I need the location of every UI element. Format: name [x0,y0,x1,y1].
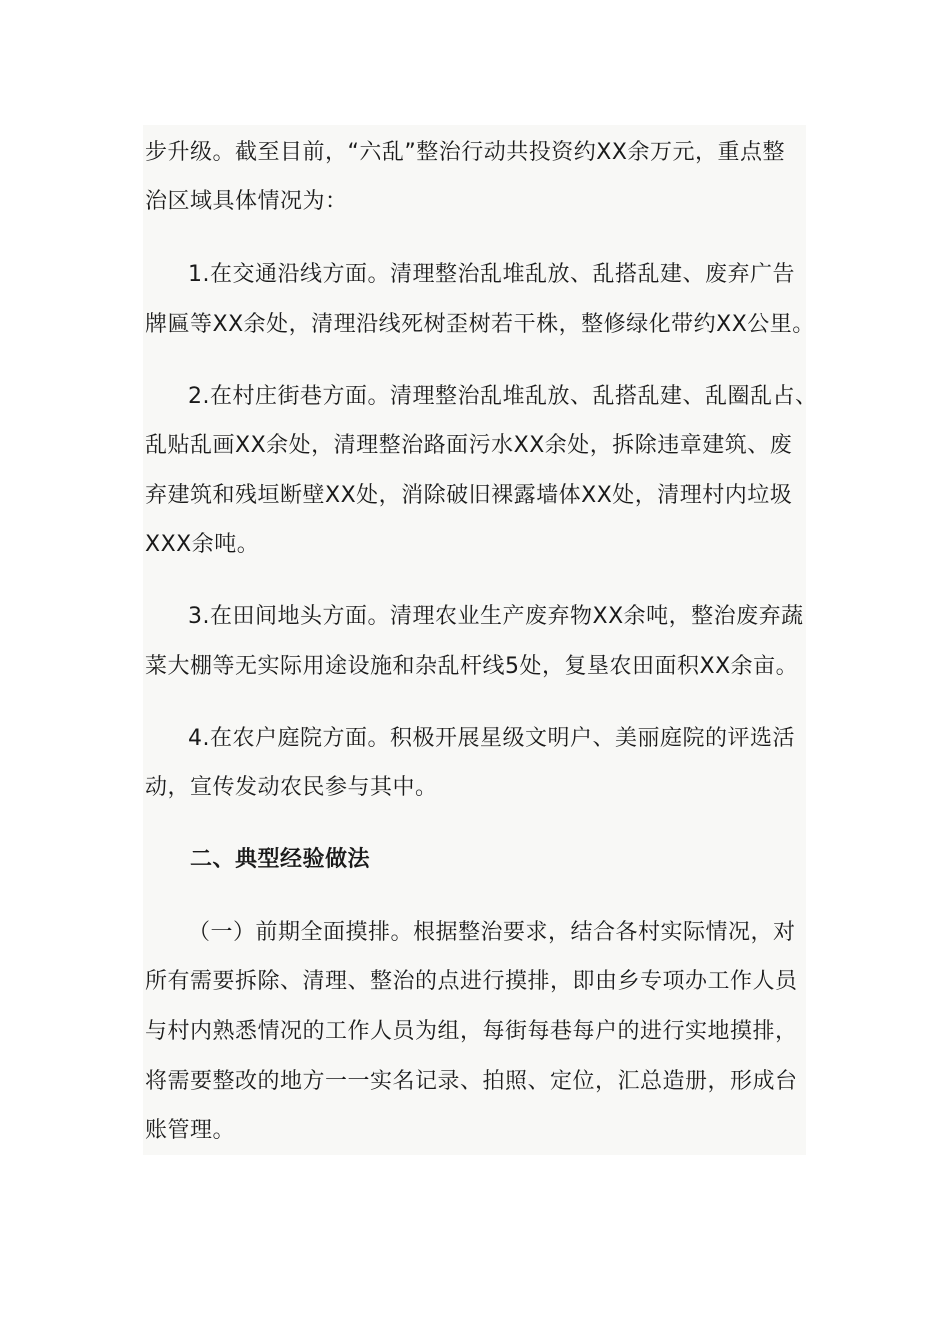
item-3-line-2: 菜大棚等无实际用途设施和杂乱杆线5处，复垦农田面积XX余亩。 [145,654,799,679]
item-2-line-1: 2.在村庄街巷方面。清理整治乱堆乱放、乱搭乱建、乱圈乱占、 [188,384,818,409]
item-1-line-2: 牌匾等XX余处，清理沿线死树歪树若干株，整修绿化带约XX公里。 [145,312,815,337]
subsection-1-line-1: （一）前期全面摸排。根据整治要求，结合各村实际情况，对 [188,920,796,945]
item-4-line-2: 动，宣传发动农民参与其中。 [145,775,438,800]
item-3-line-1: 3.在田间地头方面。清理农业生产废弃物XX余吨，整治废弃蔬 [188,604,804,629]
subsection-1-line-5: 账管理。 [145,1118,236,1143]
section-heading: 二、典型经验做法 [190,847,371,872]
intro-line-2: 治区域具体情况为： [145,189,348,214]
intro-line-1: 步升级。截至目前，“六乱”整治行动共投资约XX余万元，重点整 [145,140,785,165]
item-2-line-4: XXX余吨。 [145,532,260,557]
subsection-1-line-4: 将需要整改的地方一一实名记录、拍照、定位，汇总造册，形成台 [145,1069,798,1094]
item-2-line-3: 弃建筑和残垣断壁XX处，消除破旧裸露墙体XX处，清理村内垃圾 [145,483,793,508]
item-2-line-2: 乱贴乱画XX余处，清理整治路面污水XX余处，拆除违章建筑、废 [145,433,793,458]
item-4-line-1: 4.在农户庭院方面。积极开展星级文明户、美丽庭院的评选活 [188,726,795,751]
item-1-line-1: 1.在交通沿线方面。清理整治乱堆乱放、乱搭乱建、废弃广告 [188,262,795,287]
subsection-1-line-2: 所有需要拆除、清理、整治的点进行摸排，即由乡专项办工作人员 [145,969,798,994]
subsection-1-line-3: 与村内熟悉情况的工作人员为组，每街每巷每户的进行实地摸排， [145,1019,798,1044]
